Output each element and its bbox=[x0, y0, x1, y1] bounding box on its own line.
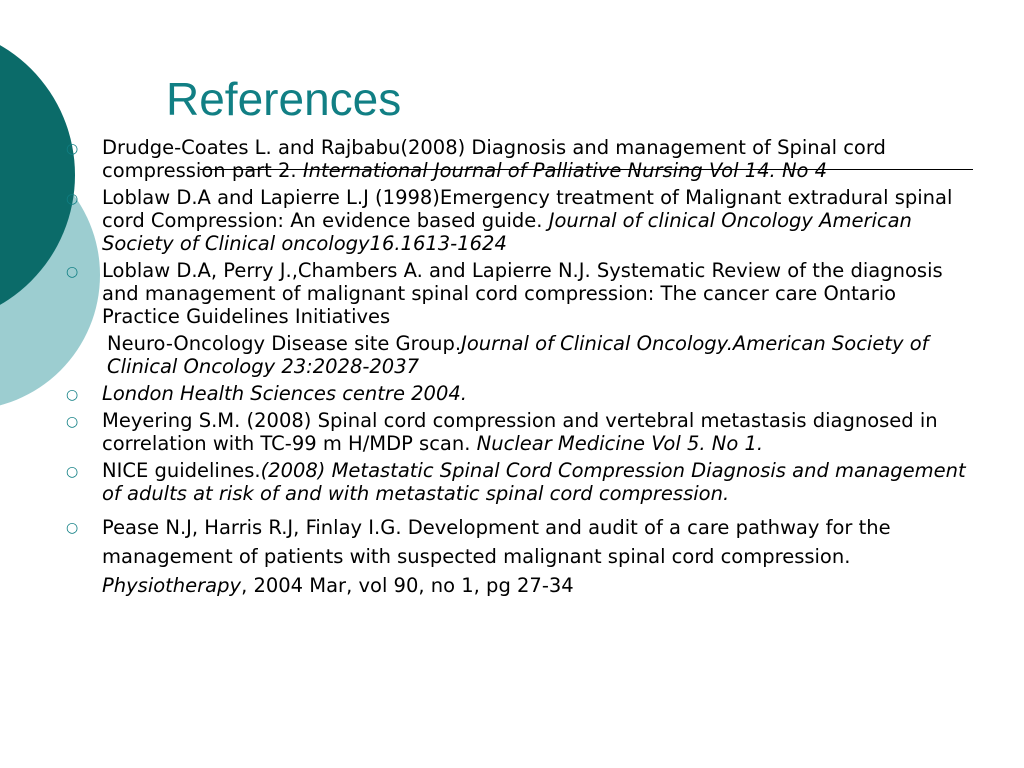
reference-text: Meyering S.M. (2008) Spinal cord compression and vertebral metastasis diagnosed in correlation with TC-99 m H/MDP scan. bbox=[102, 409, 938, 455]
bullet-circle-icon: ○ bbox=[66, 464, 79, 480]
reference-text: Loblaw D.A, Perry J.,Chambers A. and Lapierre N.J. Systematic Review of the diagnosis and management of malignant spinal cord compression: The cancer care Ontario Practice Guidelines Initiatives bbox=[102, 259, 943, 328]
bullet-circle-icon: ○ bbox=[66, 141, 79, 157]
reference-item bbox=[60, 382, 980, 405]
reference-text: Loblaw D.A and Lapierre L.J (1998)Emergency treatment of Malignant extradural spinal cord Compression: An evidence based guide. bbox=[102, 186, 953, 232]
reference-source: (2008) Metastatic Spinal Cord Compression Diagnosis and management of adults at risk of and with metastatic spinal cord compression. bbox=[102, 459, 966, 505]
reference-item bbox=[60, 259, 980, 378]
reference-item bbox=[60, 459, 980, 505]
page-title: References bbox=[166, 73, 402, 125]
reference-item bbox=[60, 186, 980, 255]
bullet-circle-icon: ○ bbox=[66, 264, 79, 280]
reference-text: Pease N.J, Harris R.J, Finlay I.G. Development and audit of a care pathway for the management of patients with suspected malignant spinal cord compression. bbox=[102, 516, 891, 568]
reference-source: Journal of Clinical Oncology.American Society of Clinical Oncology 23:2028-2037 bbox=[107, 332, 929, 378]
reference-source: London Health Sciences centre 2004. bbox=[102, 382, 467, 405]
bullet-circle-icon: ○ bbox=[66, 191, 79, 207]
reference-text: NICE guidelines. bbox=[102, 459, 261, 482]
reference-details: , 2004 Mar, vol 90, no 1, pg 27-34 bbox=[241, 574, 574, 597]
reference-text: Drudge-Coates L. and Rajbabu(2008) Diagnosis and management of Spinal cord compression part 2. bbox=[102, 136, 886, 182]
reference-source: Physiotherapy bbox=[102, 574, 242, 597]
reference-source: Nuclear Medicine Vol 5. No 1. bbox=[476, 432, 764, 455]
reference-item bbox=[60, 513, 980, 600]
reference-item bbox=[60, 136, 980, 182]
bullet-circle-icon: ○ bbox=[66, 520, 79, 536]
reference-item bbox=[60, 409, 980, 455]
bullet-circle-icon: ○ bbox=[66, 414, 79, 430]
reference-continuation-text: Neuro-Oncology Disease site Group. bbox=[107, 332, 462, 355]
reference-source: International Journal of Palliative Nursing Vol 14. No 4 bbox=[302, 159, 828, 182]
reference-list bbox=[60, 136, 980, 604]
bullet-circle-icon: ○ bbox=[66, 387, 79, 403]
reference-continuation bbox=[102, 332, 980, 378]
reference-source: Journal of clinical Oncology American Society of Clinical oncology16.1613-1624 bbox=[102, 209, 912, 255]
